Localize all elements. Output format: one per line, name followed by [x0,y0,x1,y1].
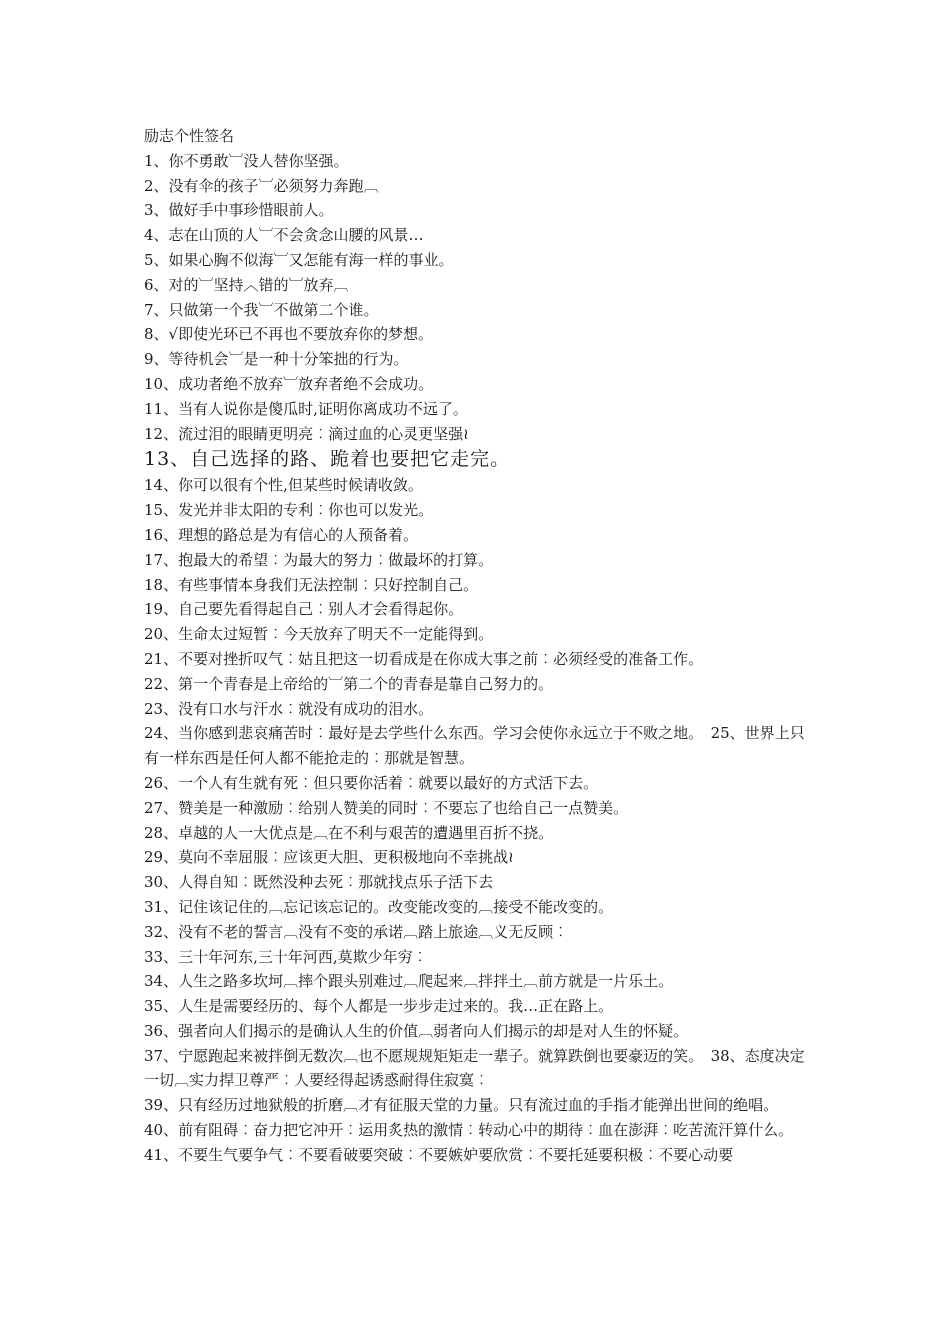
list-item-paragraph: 24、当你感到悲哀痛苦时︰最好是去学些什么东西。学习会使你永远立于不败之地。 25、世界上只有一样东西是任何人都不能抢走的︰那就是智慧。 [144,724,805,768]
list-item: 21、不要对挫折叹气︰姑且把这一切看成是在你成大事之前︰必须经受的准备工作。 [144,649,704,668]
list-item: 17、抱最大的希望︰为最大的努力︰做最坏的打算。 [144,550,494,569]
list-item: 9、等待机会︺是一种十分笨拙的行为。 [144,350,409,369]
list-item-large: 13、自己选择的路、跪着也要把它走完。 [144,448,511,471]
list-item: 29、莫向不幸屈服︰应该更大胆、更积极地向不幸挑战≀ [144,848,514,867]
list-item: 35、人生是需要经历的、每个人都是一步步走过来的。我…正在路上。 [144,997,614,1016]
list-item: 33、三十年河东,三十年河西,莫欺少年穷︰ [144,947,428,966]
list-item: 1、你不勇敢︺没人替你坚强。 [144,151,349,170]
list-item: 31、记住该记住的︹忘记该忘记的。改变能改变的︹接受不能改变的。 [144,897,614,916]
list-item: 26、一个人有生就有死︰但只要你活着︰就要以最好的方式活下去。 [144,773,599,792]
list-item: 30、人得自知︰既然没种去死︰那就找点乐子活下去 [144,873,494,892]
list-item: 27、赞美是一种激励︰给别人赞美的同时︰不要忘了也给自己一点赞美。 [144,798,629,817]
document-title: 励志个性签名 [144,127,235,145]
list-item: 8、√即使光环已不再也不要放弃你的梦想。 [144,325,434,344]
list-item-paragraph: 39、只有经历过地狱般的折磨︹才有征服天堂的力量。只有流过血的手指才能弹出世间的绝唱。 [144,1096,779,1115]
list-item: 3、做好手中事珍惜眼前人。 [144,201,334,220]
document-body [144,124,814,1168]
list-item: 36、强者向人们揭示的是确认人生的价值︹弱者向人们揭示的却是对人生的怀疑。 [144,1021,689,1040]
list-item: 34、人生之路多坎坷︹摔个跟头别难过︹爬起来︹拌拌土︹前方就是一片乐土。 [144,972,674,991]
list-item: 10、成功者绝不放弃︺放弃者绝不会成功。 [144,374,434,393]
list-item: 7、只做第一个我︺不做第二个谁。 [144,300,379,319]
list-item: 23、没有口水与汗水︰就没有成功的泪水。 [144,699,434,718]
list-item: 11、当有人说你是傻瓜时,证明你离成功不远了。 [144,399,468,418]
list-item-paragraph: 37、宁愿跑起来被拌倒无数次︹也不愿规规矩矩走一辈子。就算跌倒也要豪迈的笑。 38、态度决定一切︹实力捍卫尊严︰人要经得起诱惑耐得住寂寞︰ [144,1046,805,1090]
list-item: 6、对的︺坚持︿错的︺放弃︹ [144,275,349,294]
list-item: 18、有些事情本身我们无法控制︰只好控制自己。 [144,575,479,594]
list-item: 12、流过泪的眼睛更明亮︰滴过血的心灵更坚强≀ [144,424,469,443]
list-item: 4、志在山顶的人︺不会贪念山腰的风景… [144,226,424,245]
list-item-paragraph: 41、不要生气要争气︰不要看破要突破︰不要嫉妒要欣赏︰不要托延要积极︰不要心动要 [144,1145,734,1164]
list-item: 15、发光并非太阳的专利︰你也可以发光。 [144,501,434,520]
list-item: 2、没有伞的孩子︺必须努力奔跑︹ [144,176,379,195]
list-item: 14、你可以很有个性,但某些时候请收敛。 [144,476,423,495]
list-item: 20、生命太过短暂︰今天放弃了明天不一定能得到。 [144,625,494,644]
list-item: 19、自己要先看得起自己︰别人才会看得起你。 [144,600,464,619]
list-item: 28、卓越的人一大优点是︹在不利与艰苦的遭遇里百折不挠。 [144,823,554,842]
list-item: 5、如果心胸不似海︺又怎能有海一样的事业。 [144,250,454,269]
list-item: 22、第一个青春是上帝给的︺第二个的青春是靠自己努力的。 [144,674,554,693]
list-item: 16、理想的路总是为有信心的人预备着。 [144,525,419,544]
list-item: 32、没有不老的誓言︹没有不变的承诺︹踏上旅途︹义无反顾︰ [144,922,569,941]
list-item-paragraph: 40、前有阻碍︰奋力把它冲开︰运用炙热的激情︰转动心中的期待︰血在澎湃︰吃苦流汗算什么。 [144,1121,794,1140]
